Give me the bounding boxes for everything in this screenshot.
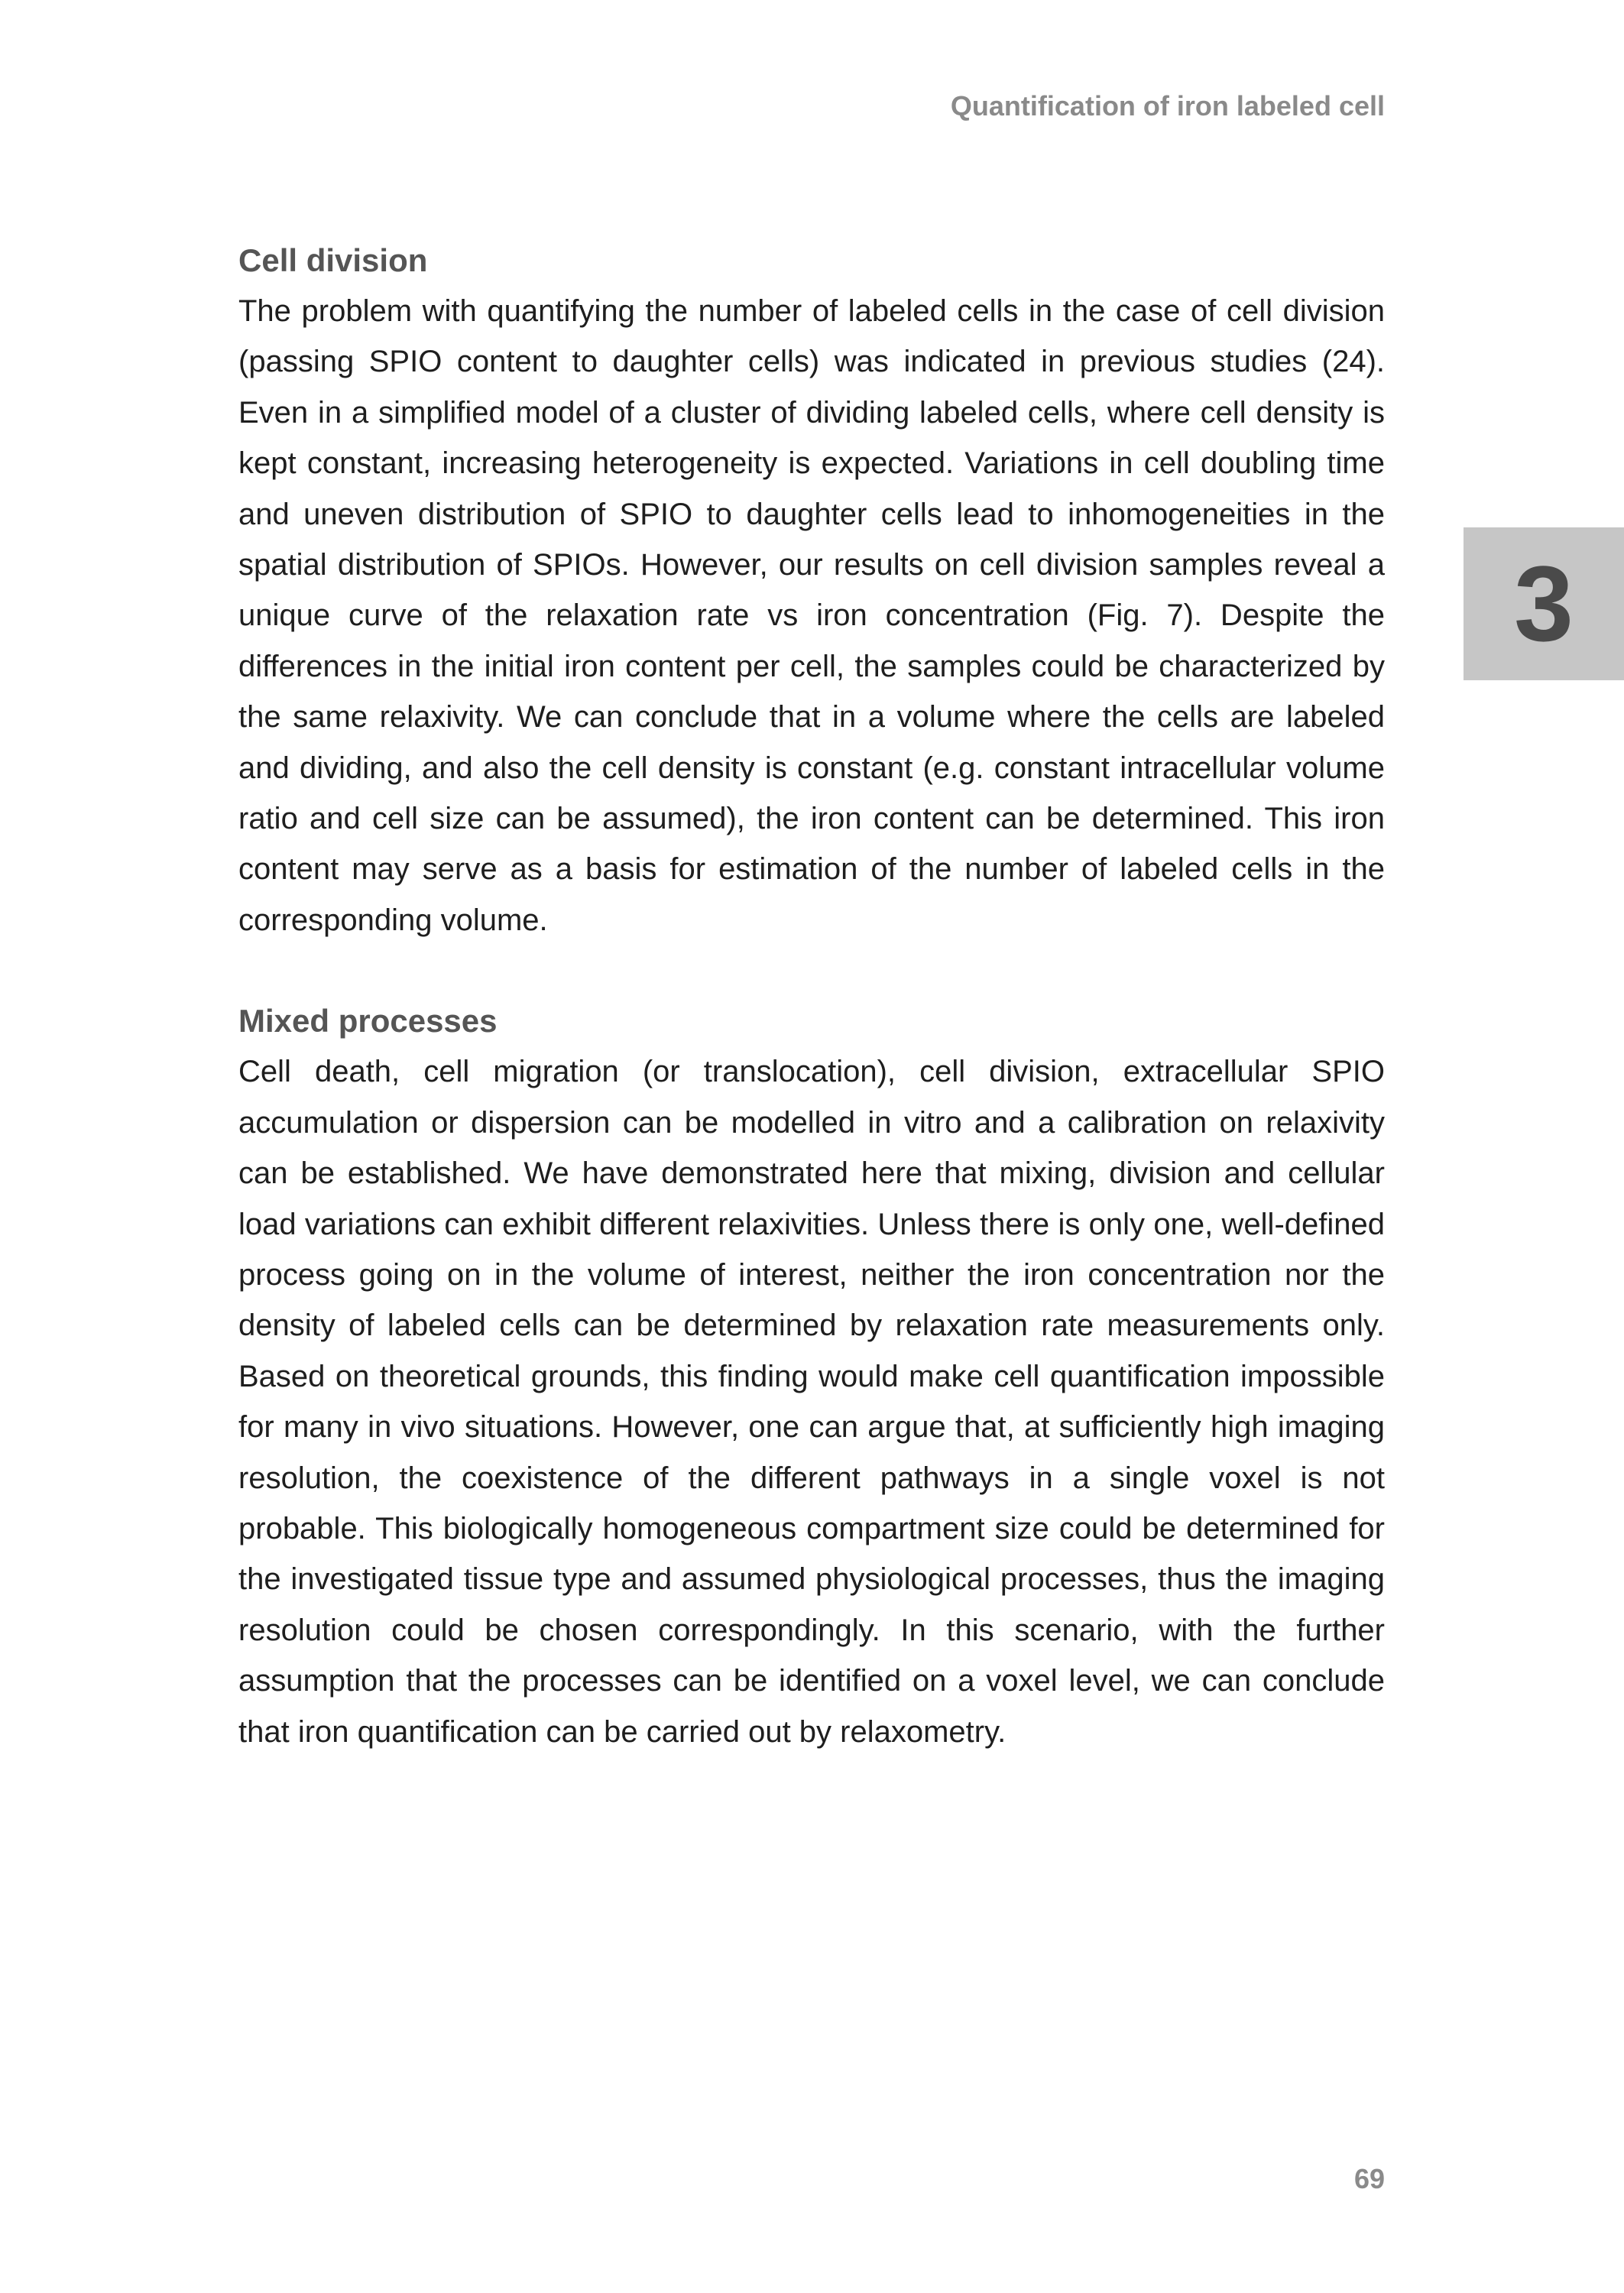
chapter-number: 3 [1514, 543, 1574, 663]
chapter-tab [1464, 527, 1624, 680]
section-cell-division [238, 235, 1385, 945]
section-mixed-processes [238, 996, 1385, 1757]
page-number: 69 [1353, 2163, 1385, 2194]
section-paragraph: Cell death, cell migration (or translocation), cell division, extracellular SPIO accumulation or dispersion can be modelled in vitro and a calibration on relaxivity can be established. We have demonstrated here that mixing, division and cellular load variations can exhibit different relaxivities. Unless there is only one, well-defined process going on in the volume of interest, neither the iron concentration nor the density of labeled cells can be determined by relaxation rate measurements only. Based on theoretical grounds, this finding would make cell quantification impossible for many in vivo situations. However, one can argue that, at sufficiently high imaging resolution, the coexistence of the different pathways in a single voxel is not probable. This biologically homogeneous compartment size could be determined for the investigated tissue type and assumed physiological processes, thus the imaging resolution could be chosen correspondingly. In this scenario, with the further assumption that the processes can be identified on a voxel level, we can conclude that iron quantification can be carried out by relaxometry. [238, 1055, 1385, 1749]
section-heading: Cell division [238, 242, 428, 278]
running-header: Quantification of iron labeled cell [950, 90, 1385, 122]
section-heading: Mixed processes [238, 1003, 498, 1039]
section-paragraph: The problem with quantifying the number of labeled cells in the case of cell division (passing SPIO content to daughter cells) was indicated in previous studies (24). Even in a simplified model of a cluster of dividing labeled cells, where cell density is kept constant, increasing heterogeneity is expected. Variations in cell doubling time and uneven distribution of SPIO to daughter cells lead to inhomogeneities in the spatial distribution of SPIOs. However, our results on cell division samples reveal a unique curve of the relaxation rate vs iron concentration (Fig. 7). Despite the differences in the initial iron content per cell, the samples could be characterized by the same relaxivity. We can conclude that in a volume where the cells are labeled and dividing, and also the cell density is constant (e.g. constant intracellular volume ratio and cell size can be assumed), the iron content can be determined. This iron content may serve as a basis for estimation of the number of labeled cells in the corresponding volume. [238, 294, 1385, 937]
page-content [238, 235, 1385, 1757]
